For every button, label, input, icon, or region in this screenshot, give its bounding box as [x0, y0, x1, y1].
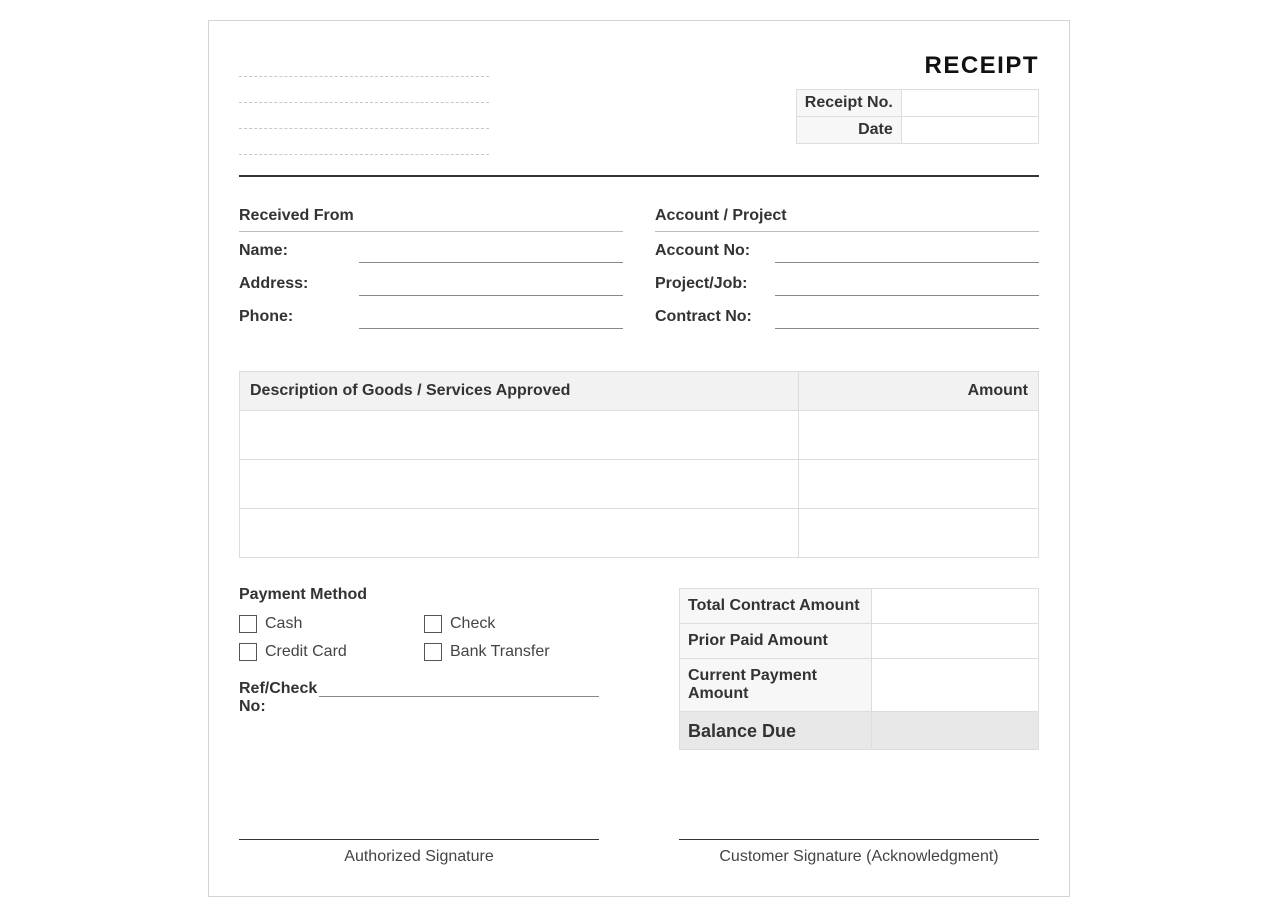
receipt-content [239, 21, 1039, 896]
project-job-row [655, 265, 1039, 298]
cash-checkbox[interactable] [239, 615, 257, 633]
bank-transfer-label: Bank Transfer [450, 643, 550, 660]
authorized-signature-label: Authorized Signature [344, 848, 494, 865]
project-job-field[interactable] [775, 295, 1039, 296]
description-cell[interactable] [240, 509, 799, 558]
receipt-no-field[interactable] [901, 90, 1038, 117]
prior-paid-label: Prior Paid Amount [680, 624, 872, 659]
amount-cell[interactable] [799, 411, 1039, 460]
bank-transfer-checkbox[interactable] [424, 643, 442, 661]
phone-label: Phone: [239, 308, 294, 325]
current-payment-field[interactable] [872, 659, 1039, 712]
receipt-title: RECEIPT [924, 52, 1039, 79]
date-field[interactable] [901, 117, 1038, 144]
table-row [240, 460, 1039, 509]
ref-check-row [239, 680, 599, 720]
total-contract-row [680, 589, 1039, 624]
total-contract-field[interactable] [872, 589, 1039, 624]
customer-signature-label: Customer Signature (Acknowledgment) [719, 848, 999, 865]
account-project-section [655, 207, 1039, 331]
received-from-section [239, 207, 623, 331]
project-job-label: Project/Job: [655, 275, 748, 292]
company-line-2[interactable] [239, 102, 489, 103]
cash-label: Cash [265, 615, 303, 632]
credit-card-option[interactable] [239, 642, 347, 662]
address-label: Address: [239, 275, 309, 292]
check-option[interactable] [424, 614, 495, 634]
description-cell[interactable] [240, 411, 799, 460]
contract-no-field[interactable] [775, 328, 1039, 329]
contract-no-row [655, 298, 1039, 331]
date-label: Date [797, 117, 902, 144]
account-no-field[interactable] [775, 262, 1039, 263]
name-label: Name: [239, 242, 288, 259]
goods-header-row [240, 372, 1039, 411]
payment-options [239, 614, 623, 670]
receipt-page [208, 20, 1070, 897]
customer-signature-line[interactable] [679, 839, 1039, 866]
receipt-meta-table [796, 89, 1039, 144]
prior-paid-row [680, 624, 1039, 659]
account-no-row [655, 232, 1039, 265]
ref-check-label: Ref/Check No: [239, 680, 318, 715]
phone-field[interactable] [359, 328, 623, 329]
receipt-no-label: Receipt No. [797, 90, 902, 117]
table-row [240, 509, 1039, 558]
phone-row [239, 298, 623, 331]
authorized-signature-line[interactable] [239, 839, 599, 866]
current-payment-label: Current Payment Amount [680, 659, 872, 712]
account-no-label: Account No: [655, 242, 751, 259]
description-header: Description of Goods / Services Approved [240, 372, 799, 411]
credit-card-label: Credit Card [265, 643, 347, 660]
payment-method-title: Payment Method [239, 586, 368, 603]
ref-check-field[interactable] [319, 696, 599, 697]
bank-transfer-option[interactable] [424, 642, 550, 662]
amount-cell[interactable] [799, 509, 1039, 558]
current-payment-row [680, 659, 1039, 712]
amount-header: Amount [799, 372, 1039, 411]
address-row [239, 265, 623, 298]
cash-option[interactable] [239, 614, 302, 634]
received-from-heading: Received From [239, 207, 623, 232]
name-field[interactable] [359, 262, 623, 263]
totals-table [679, 588, 1039, 750]
prior-paid-field[interactable] [872, 624, 1039, 659]
account-project-heading: Account / Project [655, 207, 1039, 232]
credit-card-checkbox[interactable] [239, 643, 257, 661]
balance-due-row [680, 712, 1039, 750]
description-cell[interactable] [240, 460, 799, 509]
name-row [239, 232, 623, 265]
balance-due-label: Balance Due [680, 712, 872, 750]
check-checkbox[interactable] [424, 615, 442, 633]
table-row [240, 411, 1039, 460]
goods-table [239, 371, 1039, 558]
company-line-1[interactable] [239, 76, 489, 77]
header-divider [239, 175, 1039, 177]
balance-due-field[interactable] [872, 712, 1039, 750]
check-label: Check [450, 615, 496, 632]
company-line-3[interactable] [239, 128, 489, 129]
company-line-4[interactable] [239, 154, 489, 155]
contract-no-label: Contract No: [655, 308, 752, 325]
total-contract-label: Total Contract Amount [680, 589, 872, 624]
address-field[interactable] [359, 295, 623, 296]
amount-cell[interactable] [799, 460, 1039, 509]
payment-method-section [239, 586, 623, 715]
